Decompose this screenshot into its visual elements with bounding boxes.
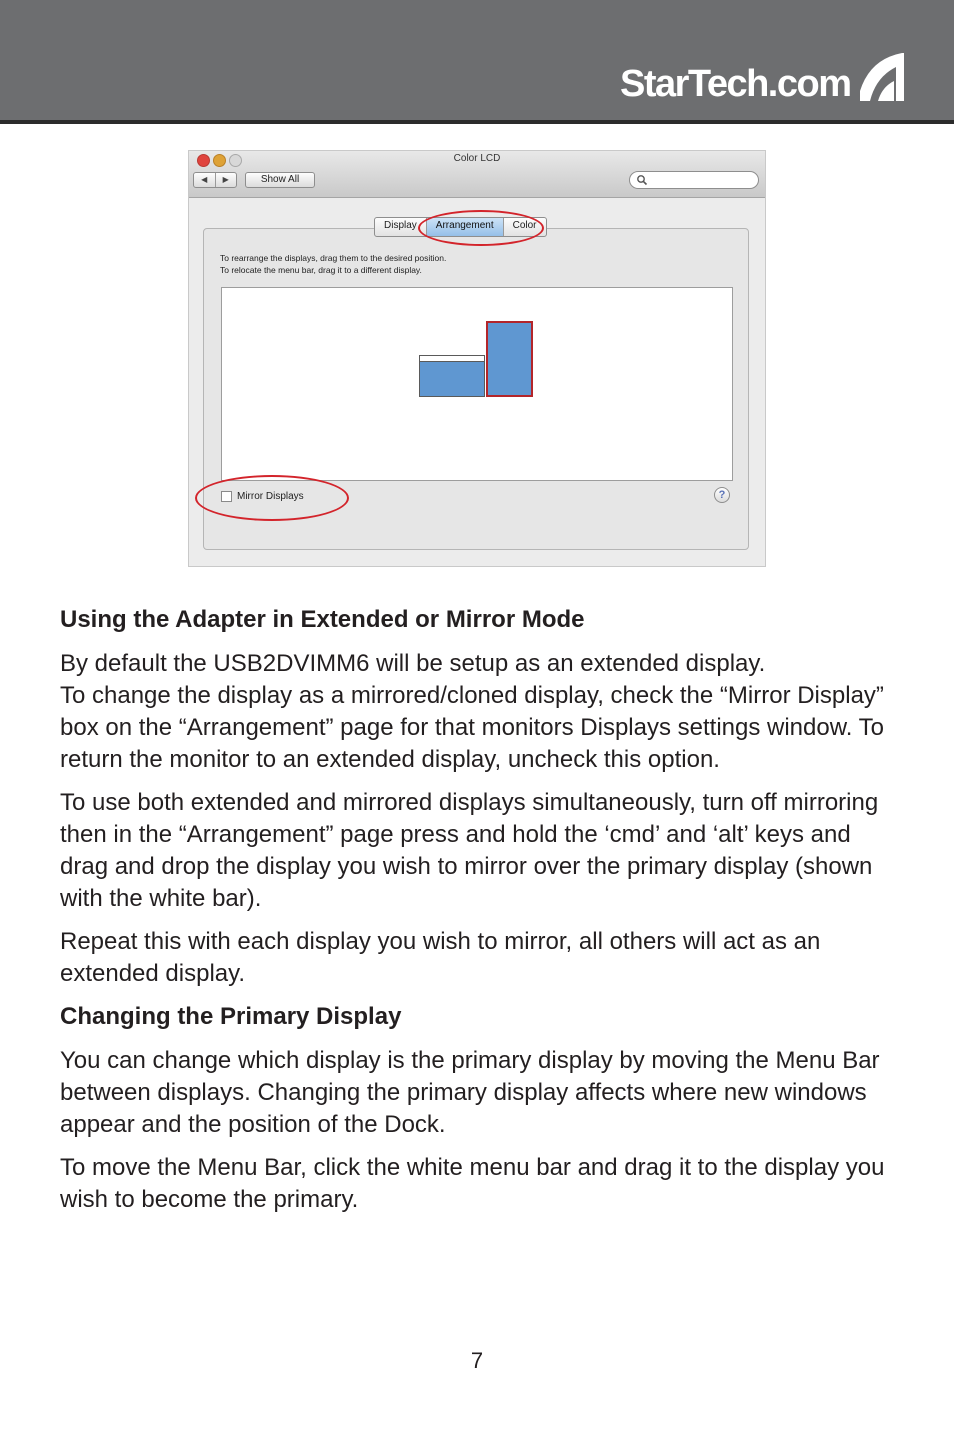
page-header	[0, 0, 954, 120]
startech-logo	[620, 64, 908, 104]
instruction-line: To relocate the menu bar, drag it to a different display.	[220, 265, 422, 275]
page-number: 7	[470, 1348, 484, 1373]
window-title: Color LCD	[453, 153, 501, 164]
color-lcd-screenshot	[188, 150, 766, 567]
paragraph: Repeat this with each display you wish to mirror, all others will act as an extended display.	[60, 928, 821, 987]
page-content	[60, 604, 900, 1227]
paragraph: To use both extended and mirrored displays simultaneously, turn off mirroring then in the “Arrangement” page press and hold the ‘cmd’ and ‘alt’ keys and drag and drop the display you wish to mirror over the primary display (shown with the white bar).	[60, 789, 879, 912]
help-button[interactable]: ?	[714, 487, 730, 503]
arrangement-instructions	[220, 252, 446, 276]
nav-buttons	[193, 172, 237, 188]
search-input[interactable]	[629, 171, 759, 189]
mirror-displays-label: Mirror Displays	[237, 491, 304, 502]
instruction-line: To rearrange the displays, drag them to the desired position.	[220, 253, 447, 263]
section-heading: Using the Adapter in Extended or Mirror Mode	[60, 606, 585, 633]
forward-arrow-icon[interactable]: ▶	[215, 173, 237, 187]
menu-bar-handle[interactable]	[420, 356, 484, 362]
back-arrow-icon[interactable]: ◀	[201, 175, 208, 184]
logo-text: StarTech.com	[620, 63, 851, 105]
section-heading: Changing the Primary Display	[60, 1003, 402, 1030]
paragraph: You can change which display is the primary display by moving the Menu Bar between displays. Changing the primary display affects where new windows appear and the position of the Dock.	[60, 1047, 880, 1138]
tab-color[interactable]: Color	[503, 218, 546, 236]
mirror-displays-highlight	[195, 475, 349, 521]
header-divider	[0, 120, 954, 124]
show-all-button[interactable]: Show All	[245, 172, 315, 188]
search-icon	[636, 174, 648, 186]
secondary-display[interactable]	[486, 321, 533, 397]
window-titlebar	[189, 151, 765, 198]
paragraph: By default the USB2DVIMM6 will be setup as an extended display. To change the display as a mirrored/cloned display, check the “Mirror Display” box on the “Arrangement” page for that monitors Displays settings window. To return the monitor to an extended display, uncheck this option.	[60, 650, 884, 773]
tab-arrangement[interactable]: Arrangement	[426, 218, 503, 236]
logo-swoosh-icon	[856, 51, 908, 103]
paragraph: To move the Menu Bar, click the white menu bar and drag it to the display you wish to become the primary.	[60, 1154, 885, 1213]
arrangement-tab-highlight	[418, 210, 544, 246]
primary-display[interactable]	[419, 355, 485, 397]
tab-display[interactable]: Display	[384, 220, 417, 231]
display-arrangement-area	[221, 287, 733, 481]
